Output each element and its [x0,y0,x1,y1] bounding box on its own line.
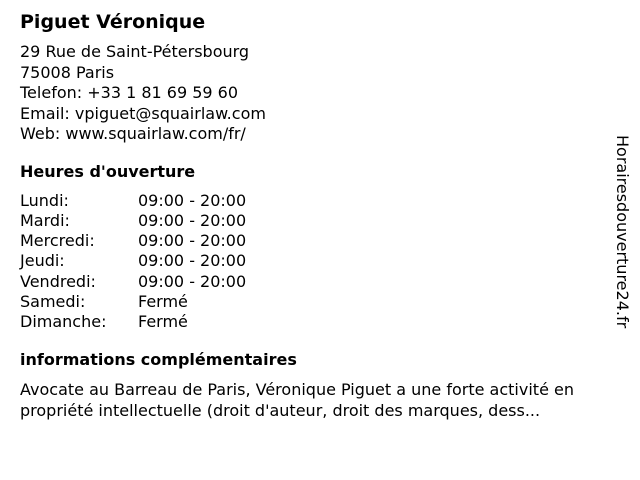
day-hours: 09:00 - 20:00 [138,231,247,251]
address-line-street: 29 Rue de Saint-Pétersbourg [20,42,250,61]
opening-hours-table [20,191,246,333]
email-address: Email: vpiguet@squairlaw.com [20,103,266,123]
business-card [20,10,620,421]
day-hours: 09:00 - 20:00 [138,210,247,230]
business-name: Piguet Véronique [20,11,206,33]
website-url: Web: www.squairlaw.com/fr/ [20,124,246,143]
site-watermark: Horairesdouverture24.fr [613,135,632,329]
day-hours: 09:00 - 20:00 [138,271,247,291]
day-label: Mardi: [20,210,70,230]
day-hours: 09:00 - 20:00 [138,251,247,271]
day-label: Samedi: [20,291,86,311]
additional-info-text: Avocate au Barreau de Paris, Véronique Piguet a une forte activité en propriété intellectuelle (droit d'auteur, droit des marques, dess... [20,379,574,420]
day-label: Dimanche: [20,312,107,332]
hours-row-tuesday [20,211,246,231]
hours-row-wednesday [20,231,246,251]
day-label: Lundi: [20,190,69,210]
hours-row-thursday [20,251,246,271]
day-hours: Fermé [138,291,188,311]
additional-info-heading: informations complémentaires [20,349,297,369]
address-line-city: 75008 Paris [20,62,115,82]
hours-row-saturday [20,292,246,312]
hours-row-friday [20,272,246,292]
opening-hours-heading: Heures d'ouverture [20,161,196,181]
hours-row-sunday [20,312,246,332]
day-hours: 09:00 - 20:00 [138,190,247,210]
hours-row-monday [20,191,246,211]
day-label: Jeudi: [20,251,65,271]
day-hours: Fermé [138,312,188,332]
day-label: Vendredi: [20,271,96,291]
day-label: Mercredi: [20,231,95,251]
phone-number: Telefon: +33 1 81 69 59 60 [20,83,239,102]
